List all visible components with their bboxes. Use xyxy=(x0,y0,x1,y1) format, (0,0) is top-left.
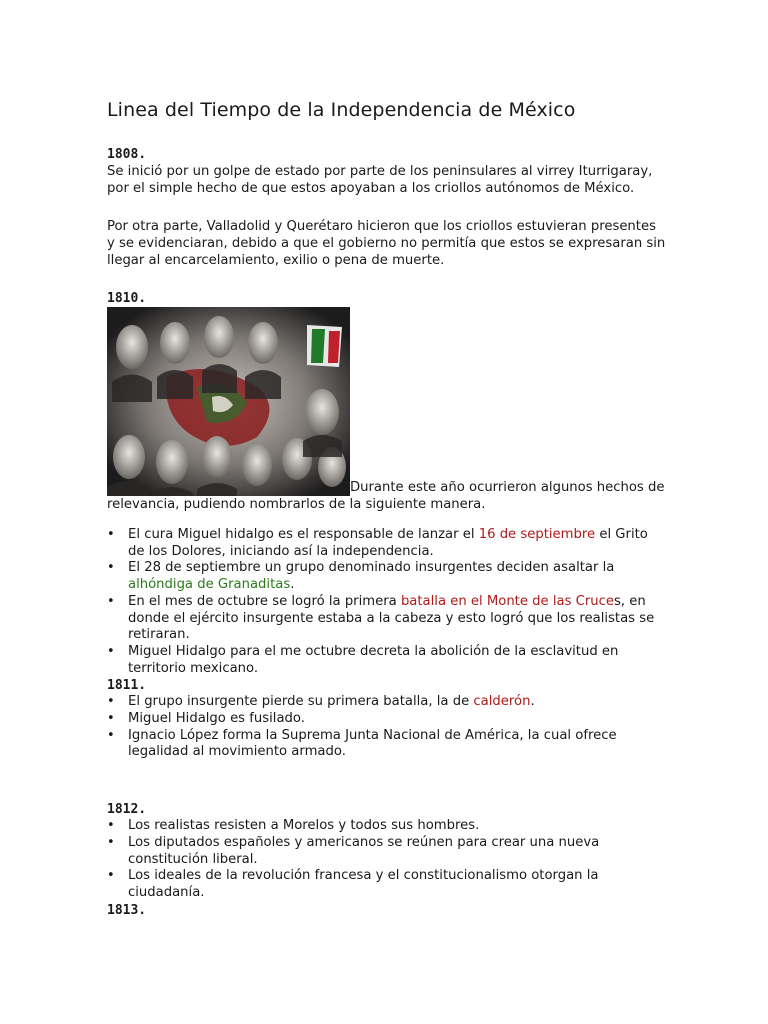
paragraph-1808-coup: Se inició por un golpe de estado por parte de los peninsulares al virrey Iturrigaray, por el simple hecho de que estos apoyaban a los criollos autónomos de México. xyxy=(107,164,653,196)
year-heading-1808: 1808. xyxy=(107,147,147,162)
list-1811-events xyxy=(107,694,667,761)
list-1812-events xyxy=(107,818,667,902)
year-heading-1811: 1811. xyxy=(107,678,147,694)
list-item-text: s, en donde el ejército insurgente estaba a la cabeza y esto logró que los realistas se retiraran. xyxy=(128,593,655,643)
list-item-text: El cura Miguel hidalgo es el responsable de lanzar el xyxy=(128,527,479,542)
bullet-icon: • xyxy=(107,643,115,659)
list-item-text: . xyxy=(530,694,535,710)
document-page xyxy=(107,96,667,919)
list-item xyxy=(107,728,667,761)
list-item-text: el Grito de los Dolores, iniciando así la independencia. xyxy=(128,527,648,559)
list-item xyxy=(107,644,667,677)
link-alhondiga-de-granaditas[interactable]: alhóndiga de Granaditas xyxy=(128,577,291,593)
bullet-icon: • xyxy=(107,527,115,542)
list-item xyxy=(107,835,667,868)
list-item-text: Los realistas resisten a Morelos y todos sus hombres. xyxy=(128,818,480,834)
collage-paragraph xyxy=(107,307,667,513)
bullet-icon: • xyxy=(107,727,115,743)
independence-heroes-collage-image xyxy=(107,307,350,496)
bullet-icon: • xyxy=(107,818,115,834)
bullet-icon: • xyxy=(107,834,115,850)
list-item-text: En el mes de octubre se logró la primera xyxy=(128,593,401,609)
bullet-icon: • xyxy=(107,711,115,727)
year-heading-1810: 1810. xyxy=(107,291,147,306)
list-item xyxy=(107,527,667,560)
bullet-icon: • xyxy=(107,694,115,710)
bullet-icon: • xyxy=(107,593,115,609)
paragraph-1808-criollos: Por otra parte, Valladolid y Querétaro hicieron que los criollos estuvieran presentes y se evidenciaran, debido a que el gobierno no permitía que estos se expresaran sin llegar al encarcelamiento, exilio o pena de muerte. xyxy=(107,219,666,268)
document-title: Linea del Tiempo de la Independencia de México xyxy=(107,99,576,121)
link-16-de-septiembre[interactable]: 16 de septiembre xyxy=(478,527,596,542)
year-heading-1813: 1813. xyxy=(107,902,147,918)
list-1810-events xyxy=(107,527,667,677)
list-item-text: Miguel Hidalgo es fusilado. xyxy=(128,711,305,727)
list-item xyxy=(107,694,667,711)
list-item-text: Miguel Hidalgo para el me octubre decreta la abolición de la esclavitud en territorio mexicano. xyxy=(128,643,619,676)
link-calderon[interactable]: calderón xyxy=(473,694,531,710)
list-item-text: Ignacio López forma la Suprema Junta Nacional de América, la cual ofrece legalidad al movimiento armado. xyxy=(128,727,617,760)
list-item-text: . xyxy=(290,577,295,593)
year-heading-1812: 1812. xyxy=(107,802,147,818)
list-item-text: El 28 de septiembre un grupo denominado insurgentes deciden asaltar la xyxy=(128,560,615,576)
link-batalla-monte-de-las-cruces[interactable]: batalla en el Monte de las Cruce xyxy=(400,593,614,609)
list-item-text: Los ideales de la revolución francesa y el constitucionalismo otorgan la ciudadanía. xyxy=(128,868,599,900)
list-item-text: El grupo insurgente pierde su primera batalla, la de xyxy=(128,694,474,710)
bullet-icon: • xyxy=(107,560,115,576)
list-item xyxy=(107,560,667,593)
list-item xyxy=(107,868,667,901)
list-item xyxy=(107,818,667,835)
bullet-icon: • xyxy=(107,868,115,884)
list-item xyxy=(107,594,667,644)
paragraph-1810-intro: Durante este año ocurrieron algunos hechos de relevancia, pudiendo nombrarlos de la siguiente manera. xyxy=(107,480,665,512)
list-item-text: Los diputados españoles y americanos se reúnen para crear una nueva constitución liberal. xyxy=(128,834,600,867)
list-item xyxy=(107,711,667,728)
